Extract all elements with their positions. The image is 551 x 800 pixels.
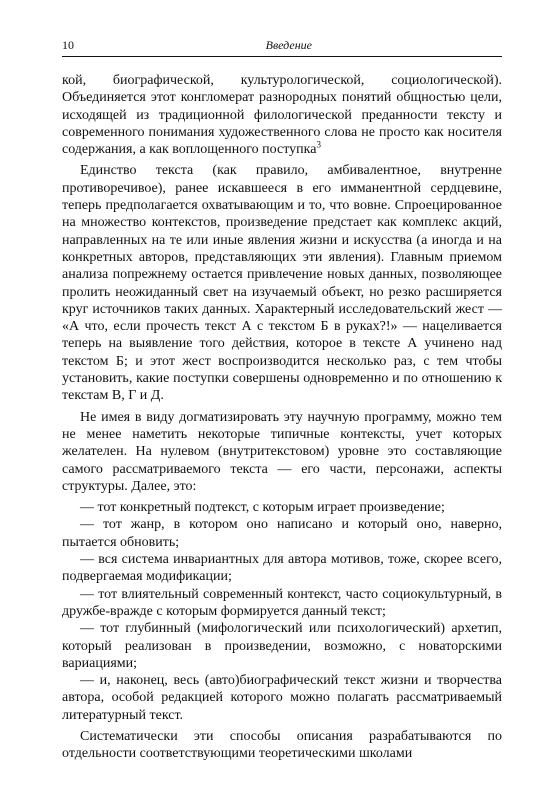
running-head <box>62 36 502 54</box>
body-text <box>62 72 502 763</box>
paragraph-3: Не имея в виду догматизировать эту научную программу, можно тем не менее наметить некоторые типичные контексты, учет которых желателен. На нулевом (внутритекстовом) уровне это составляющие самого рассматриваемого текста — его части, персонажи, аспекты структуры. Далее, это: <box>62 409 502 494</box>
list-item-2: — тот жанр, в котором оно написано и который оно, наверно, пытается обновить; <box>62 517 502 550</box>
paragraph-1-text: кой, биографической, культурологической, социологической). Объединяется этот конгломерат разнородных понятий общностью цели, исходящей из традиционной филологической преданности тексту и современного понимания художественного слова не просто как носителя содержания, а как воплощенного поступка <box>62 73 502 158</box>
footnote-marker: 3 <box>316 139 321 150</box>
header-rule <box>62 56 502 57</box>
closing-paragraph: Систематически эти способы описания разрабатываются по отдельности соответствующими теоретическими школами <box>62 728 502 762</box>
page <box>62 36 502 767</box>
list-item-4: — тот влиятельный современный контекст, часто социокультурный, в дружбе-вражде с которым формируется данный текст; <box>62 586 502 619</box>
list-item-6: — и, наконец, весь (авто)биографический текст жизни и творчества автора, особой редакцией которого можно полагать рассматриваемый литературный текст. <box>62 673 502 723</box>
list-item-3: — вся система инвариантных для автора мотивов, тоже, скорее всего, подвергаемая модификации; <box>62 552 502 585</box>
list-item-1: — тот конкретный подтекст, с которым играет произведение; <box>80 500 445 516</box>
paragraph-2: Единство текста (как правило, амбивалентное, внутренне противоречивое), ранее искавшееся в его имманентной сердцевине, теперь предполагается охватывающим и то, что вовне. Спроецированное на множество контекстов, произведение предстает как комплекс акций, направленных на те или иные явления жизни и искусства (а иногда и на конкретных авторов, представляющих эти явления). Главным приемом анализа попрежнему остается привлечение новых данных, позволяющее пролить неожиданный свет на изучаемый объект, но резко расширяется круг источников таких данных. Характерный исследовательский жест — «А что, если прочесть текст А с текстом Б в руках?!» — нацеливается теперь на выявление того действия, которое в тексте А учинено над текстом Б; и этот жест воспроизводится несколько раз, с тем чтобы установить, какие поступки совершены одновременно и по отношению к текстам В, Г и Д. <box>62 163 502 404</box>
list-item-5: — тот глубинный (мифологический или психологический) архетип, который реализован в произведении, возможно, с новаторскими вариациями; <box>62 621 502 671</box>
page-number: 10 <box>62 38 74 52</box>
paragraph-1 <box>62 72 502 158</box>
section-title: Введение <box>265 38 312 52</box>
